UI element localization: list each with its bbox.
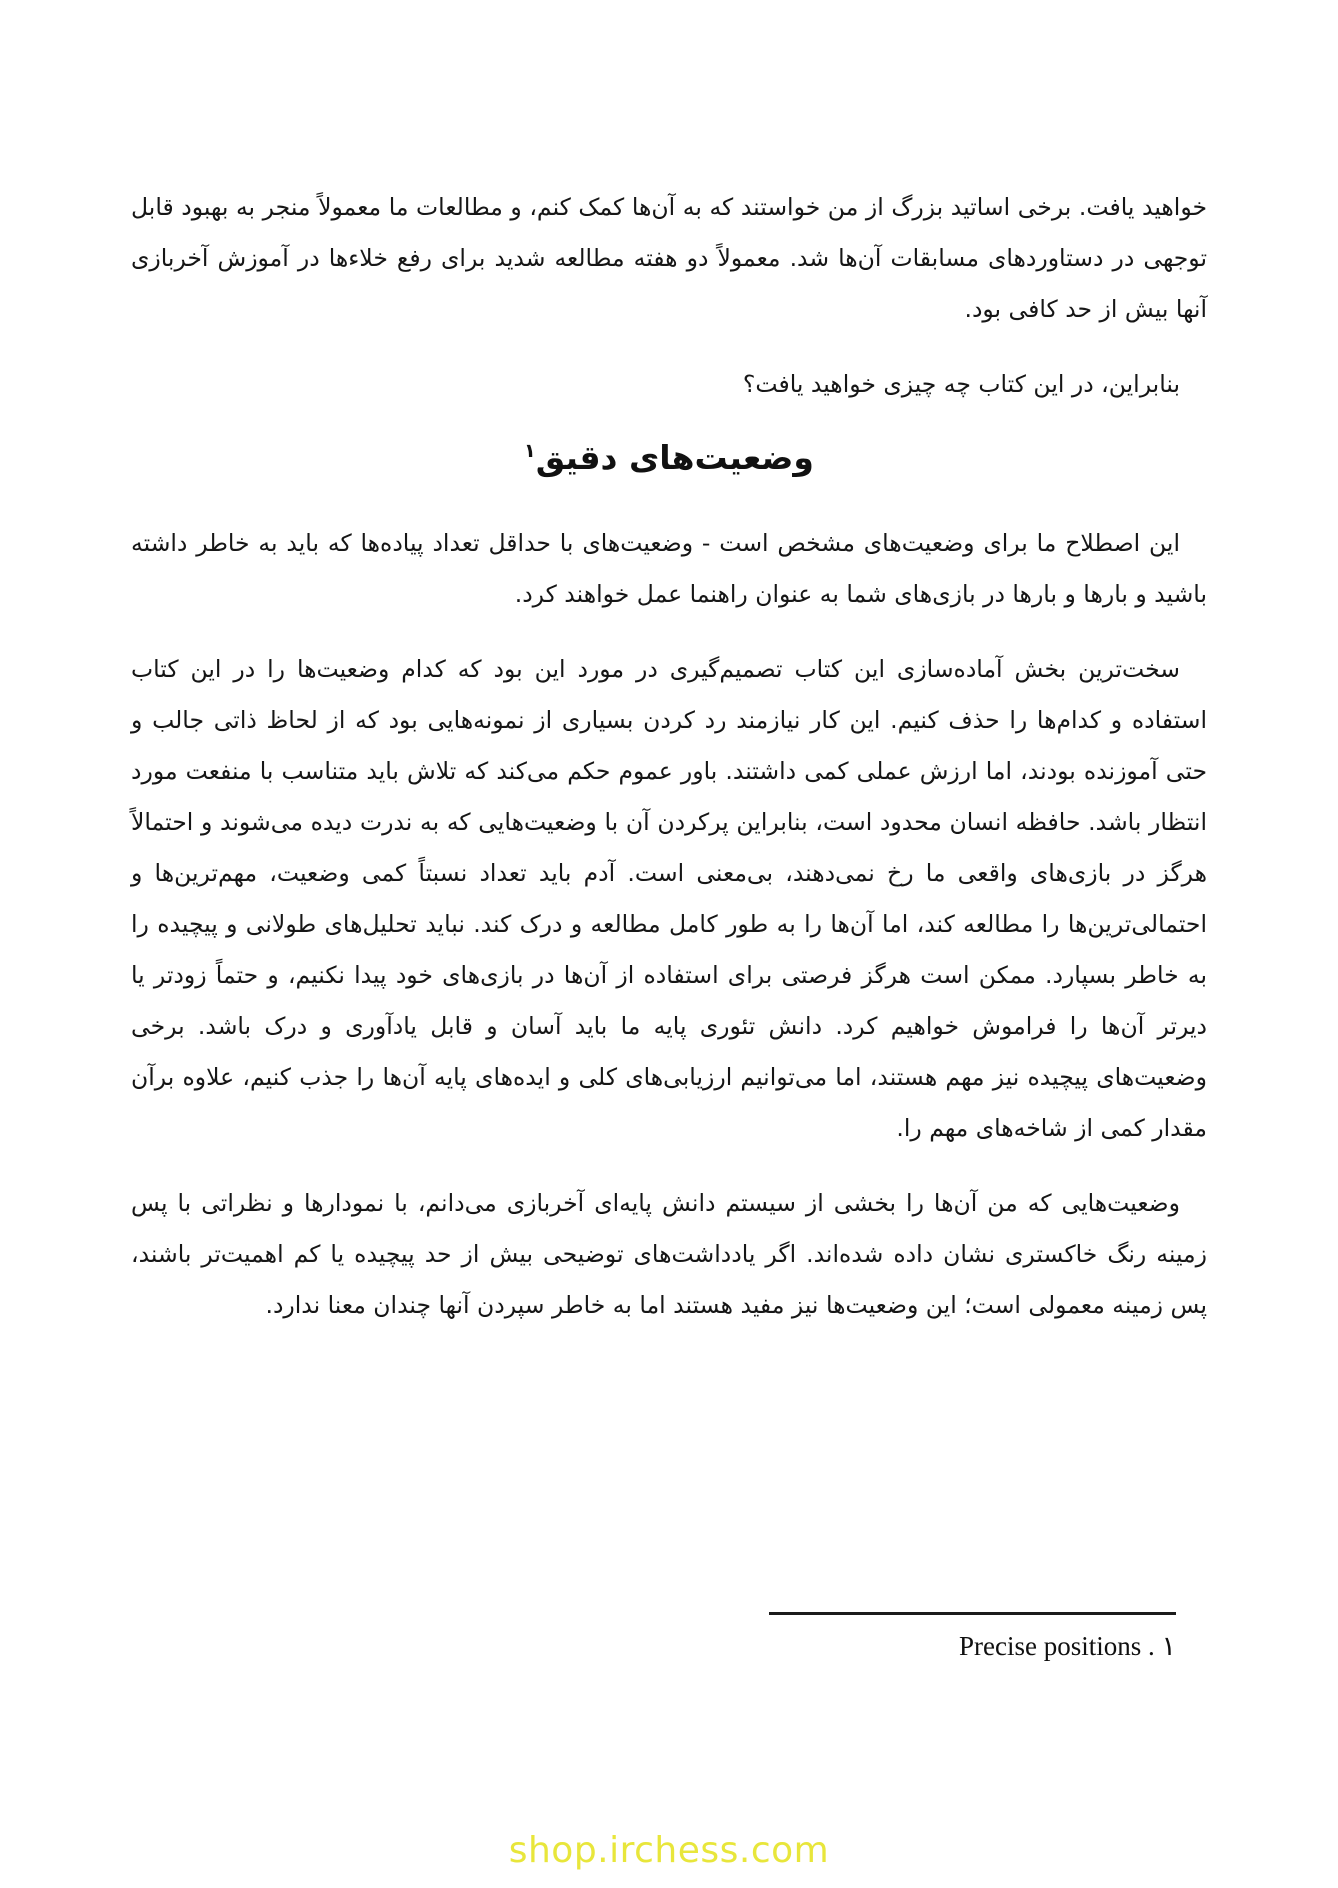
footnote-reference-marker: ۱ <box>524 439 536 462</box>
page-body-text <box>131 182 1207 1355</box>
paragraph-selection: سخت‌ترین بخش آماده‌سازی این کتاب تصمیم‌گیری در مورد این بود که کدام وضعیت‌ها را در این کتاب استفاده و کدام‌ها را حذف کنیم. این کار نیازمند رد کردن بسیاری از نمونه‌هایی بود که از لحاظ ذاتی جالب و حتی آموزنده بودند، اما ارزش عملی کمی داشتند. باور عموم حکم می‌کند که تلاش باید متناسب با منفعت مورد انتظار باشد. حافظه انسان محدود است، بنابراین پرکردن آن با وضعیت‌هایی که به ندرت دیده می‌شوند و احتمالاً هرگز در بازی‌های واقعی ما رخ نمی‌دهند، بی‌معنی است. آدم باید تعداد نسبتاً کمی وضعیت، مهم‌ترین‌ها و احتمالی‌ترین‌ها را مطالعه کند، اما آن‌ها را به طور کامل مطالعه و درک کند. نباید تحلیل‌های طولانی و پیچیده را به خاطر بسپارد. ممکن است هرگز فرصتی برای استفاده از آن‌ها در بازی‌های خود پیدا نکنیم، و حتماً زودتر یا دیرتر آن‌ها را فراموش خواهیم کرد. دانش تئوری پایه ما باید آسان و قابل یادآوری و درک باشد. برخی وضعیت‌های پیچیده نیز مهم هستند، اما می‌توانیم ارزیابی‌های کلی و ایده‌های پایه آن‌ها را جذب کنیم، علاوه برآن مقدار کمی از شاخه‌های مهم را. <box>131 654 1207 1142</box>
footnote-separator-rule <box>769 1612 1176 1615</box>
section-heading <box>131 434 1207 482</box>
section-heading-text: وضعیت‌های دقیق <box>535 438 814 477</box>
footnote-block <box>769 1612 1176 1662</box>
site-watermark: shop.irchess.com <box>508 1830 830 1871</box>
paragraph-question: بنابراین، در این کتاب چه چیزی خواهید یافت؟ <box>742 370 1180 398</box>
paragraph-definition: این اصطلاح ما برای وضعیت‌های مشخص است - وضعیت‌های با حداقل تعداد پیاده‌ها که باید به خاطر داشته باشید و بارها و بارها در بازی‌های شما به عنوان راهنما عمل خواهند کرد. <box>131 528 1207 608</box>
paragraph-gray-background: وضعیت‌هایی که من آن‌ها را بخشی از سیستم دانش پایه‌ای آخربازی می‌دانم، با نمودارها و نظراتی با پس زمینه رنگ خاکستری نشان داده شده‌اند. اگر یادداشت‌های توضیحی بیش از حد پیچیده یا کم اهمیت‌تر باشند، پس زمینه معمولی است؛ این وضعیت‌ها نیز مفید هستند اما به خاطر سپردن آنها چندان معنا ندارد. <box>131 1188 1207 1319</box>
paragraph-continuation: خواهید یافت. برخی اساتید بزرگ از من خواستند که به آن‌ها کمک کنم، و مطالعات ما معمولاً منجر به بهبود قابل توجهی در دستاوردهای مسابقات آن‌ها شد. معمولاً دو هفته مطالعه شدید برای رفع خلاءها در آموزش آخربازی آنها بیش از حد کافی بود. <box>131 193 1207 323</box>
footnote-text: Precise positions . ۱ <box>959 1631 1176 1661</box>
